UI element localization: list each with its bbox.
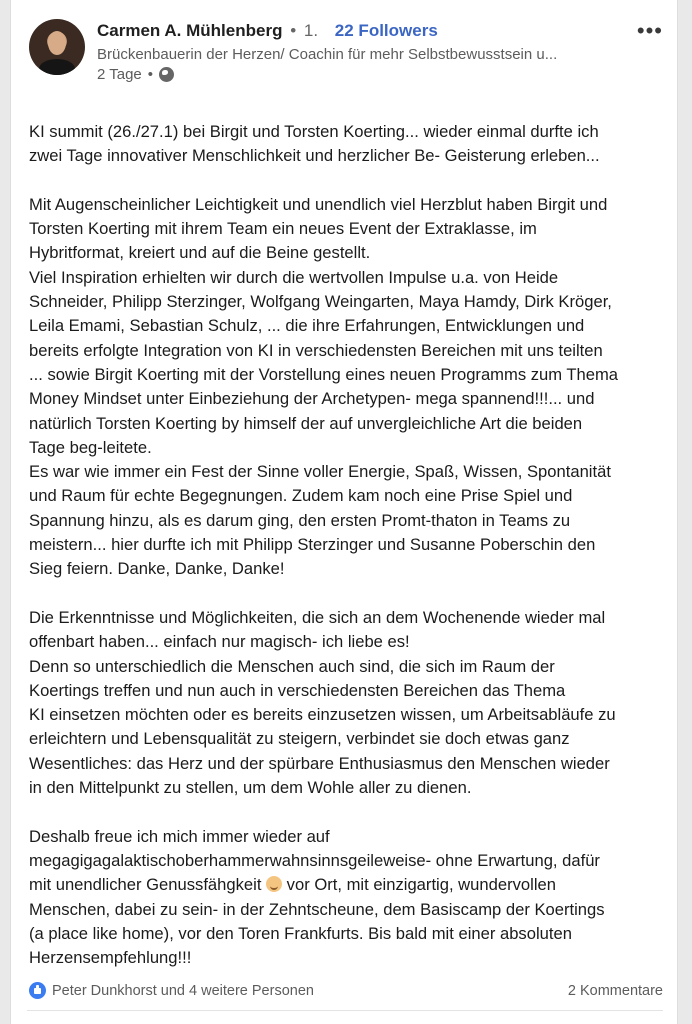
body-line: natürlich Torsten Koerting by himself der auf unvergleichliche Art die beiden [29, 413, 583, 433]
paragraph-gap [29, 169, 669, 193]
followers-link[interactable]: 22 Followers [334, 21, 438, 40]
body-line: Hybritformat, kreiert und auf die Beine gestellt. [29, 243, 371, 263]
body-line: Es war wie immer ein Fest der Sinne voller Energie, Spaß, Wissen, Spontanität [29, 462, 611, 482]
body-line: Mit Augenscheinlicher Leichtigkeit und unendlich viel Herzblut haben Birgit und [29, 194, 608, 214]
more-options-icon[interactable]: ••• [636, 18, 663, 43]
body-line-with-emoji [29, 873, 669, 897]
globe-icon [159, 67, 174, 82]
paragraph-gap [29, 582, 669, 606]
author-avatar[interactable] [29, 19, 85, 75]
author-name[interactable]: Carmen A. Mühlenberg [97, 21, 283, 40]
body-line: Denn so unterschiedlich die Menschen auch sind, die sich im Raum der [29, 656, 555, 676]
body-line: Menschen, dabei zu sein- in der Zehntscheune, dem Basiscamp der Koertings [29, 899, 605, 919]
post-header [97, 21, 438, 41]
body-line: Schneider, Philipp Sterzinger, Wolfgang Weingarten, Maya Hamdy, Dirk Kröger, [29, 292, 612, 312]
body-line: Die Erkenntnisse und Möglichkeiten, die sich an dem Wochenende wieder mal [29, 607, 606, 627]
body-line: (a place like home), vor den Toren Frankfurts. Bis bald mit einer absoluten [29, 923, 572, 943]
body-line: bereits erfolgte Integration von KI in verschiedensten Bereichen mit uns teilten [29, 340, 603, 360]
body-line: in den Mittelpunkt zu stellen, um dem Wohle aller zu dienen. [29, 778, 472, 798]
meta-separator: • [147, 66, 154, 83]
body-line: zwei Tage innovativer Menschlichkeit und herzlicher Be- Geisterung erleben... [29, 146, 600, 166]
post-meta [97, 66, 174, 83]
body-line: KI einsetzen möchten oder es bereits einzusetzen wissen, um Arbeitsabläufe zu [29, 705, 616, 725]
author-headline: Brückenbauerin der Herzen/ Coachin für mehr Selbstbewusstsein u... [97, 46, 558, 63]
body-line: offenbart haben... einfach nur magisch- ich liebe es! [29, 632, 410, 652]
body-line: Torsten Koerting mit ihrem Team ein neues Event der Extraklasse, im [29, 219, 537, 239]
post-time: 2 Tage [97, 66, 142, 83]
body-line: Koertings treffen und nun auch in verschiedensten Bereichen das Thema [29, 680, 566, 700]
like-icon [29, 982, 46, 999]
body-line: Deshalb freue ich mich immer wieder auf [29, 826, 330, 846]
body-line: meistern... hier durfte ich mit Philipp Sterzinger und Susanne Poberschin den [29, 535, 596, 555]
body-line: Tage beg-leitete. [29, 437, 152, 457]
body-line: Money Mindset unter Einbeziehung der Archetypen- mega spannend!!!... und [29, 389, 595, 409]
body-line: Viel Inspiration erhielten wir durch die wertvollen Impulse u.a. von Heide [29, 267, 559, 287]
header-separator: • [290, 21, 297, 40]
smiling-face-emoji-icon [266, 876, 282, 892]
connection-degree: 1. [303, 21, 319, 40]
body-line: ... sowie Birgit Koerting mit der Vorstellung eines neuen Programms zum Thema [29, 364, 619, 384]
body-line: und Raum für echte Begegnungen. Zudem kam noch eine Prise Spiel und [29, 486, 573, 506]
reactions-summary[interactable] [29, 982, 314, 999]
body-line: KI summit (26./27.1) bei Birgit und Torsten Koerting... wieder einmal durfte ich [29, 122, 599, 141]
body-line: Sieg feiern. Danke, Danke, Danke! [29, 559, 285, 579]
body-text-segment: vor Ort, mit einzigartig, wundervollen [282, 875, 556, 895]
body-text-segment: mit unendlicher Genussfähgkeit [29, 875, 267, 895]
body-line: Spannung hinzu, als es darum ging, den ersten Promt-thaton in Teams zu [29, 510, 571, 530]
divider [27, 1010, 663, 1011]
reactions-text[interactable]: Peter Dunkhorst und 4 weitere Personen [52, 982, 314, 999]
body-line: Wesentliches: das Herz und der spürbare Enthusiasmus den Menschen wieder [29, 753, 610, 773]
comments-count[interactable]: 2 Kommentare [567, 983, 663, 999]
body-line: megagigagalaktischoberhammerwahnsinnsgeileweise- ohne Erwartung, dafür [29, 850, 600, 870]
body-line: Leila Emami, Sebastian Schulz, ... die ihre Erfahrungen, Entwicklungen und [29, 316, 585, 336]
avatar-shirt [39, 59, 75, 75]
post-body [29, 120, 669, 970]
paragraph-gap [29, 800, 669, 824]
avatar-face [48, 31, 66, 55]
post-card [10, 0, 678, 1024]
body-line: Herzensempfehlung!!! [29, 948, 192, 968]
body-line: erleichtern und Lebensqualität zu steigern, verbindet sie doch etwas ganz [29, 729, 570, 749]
